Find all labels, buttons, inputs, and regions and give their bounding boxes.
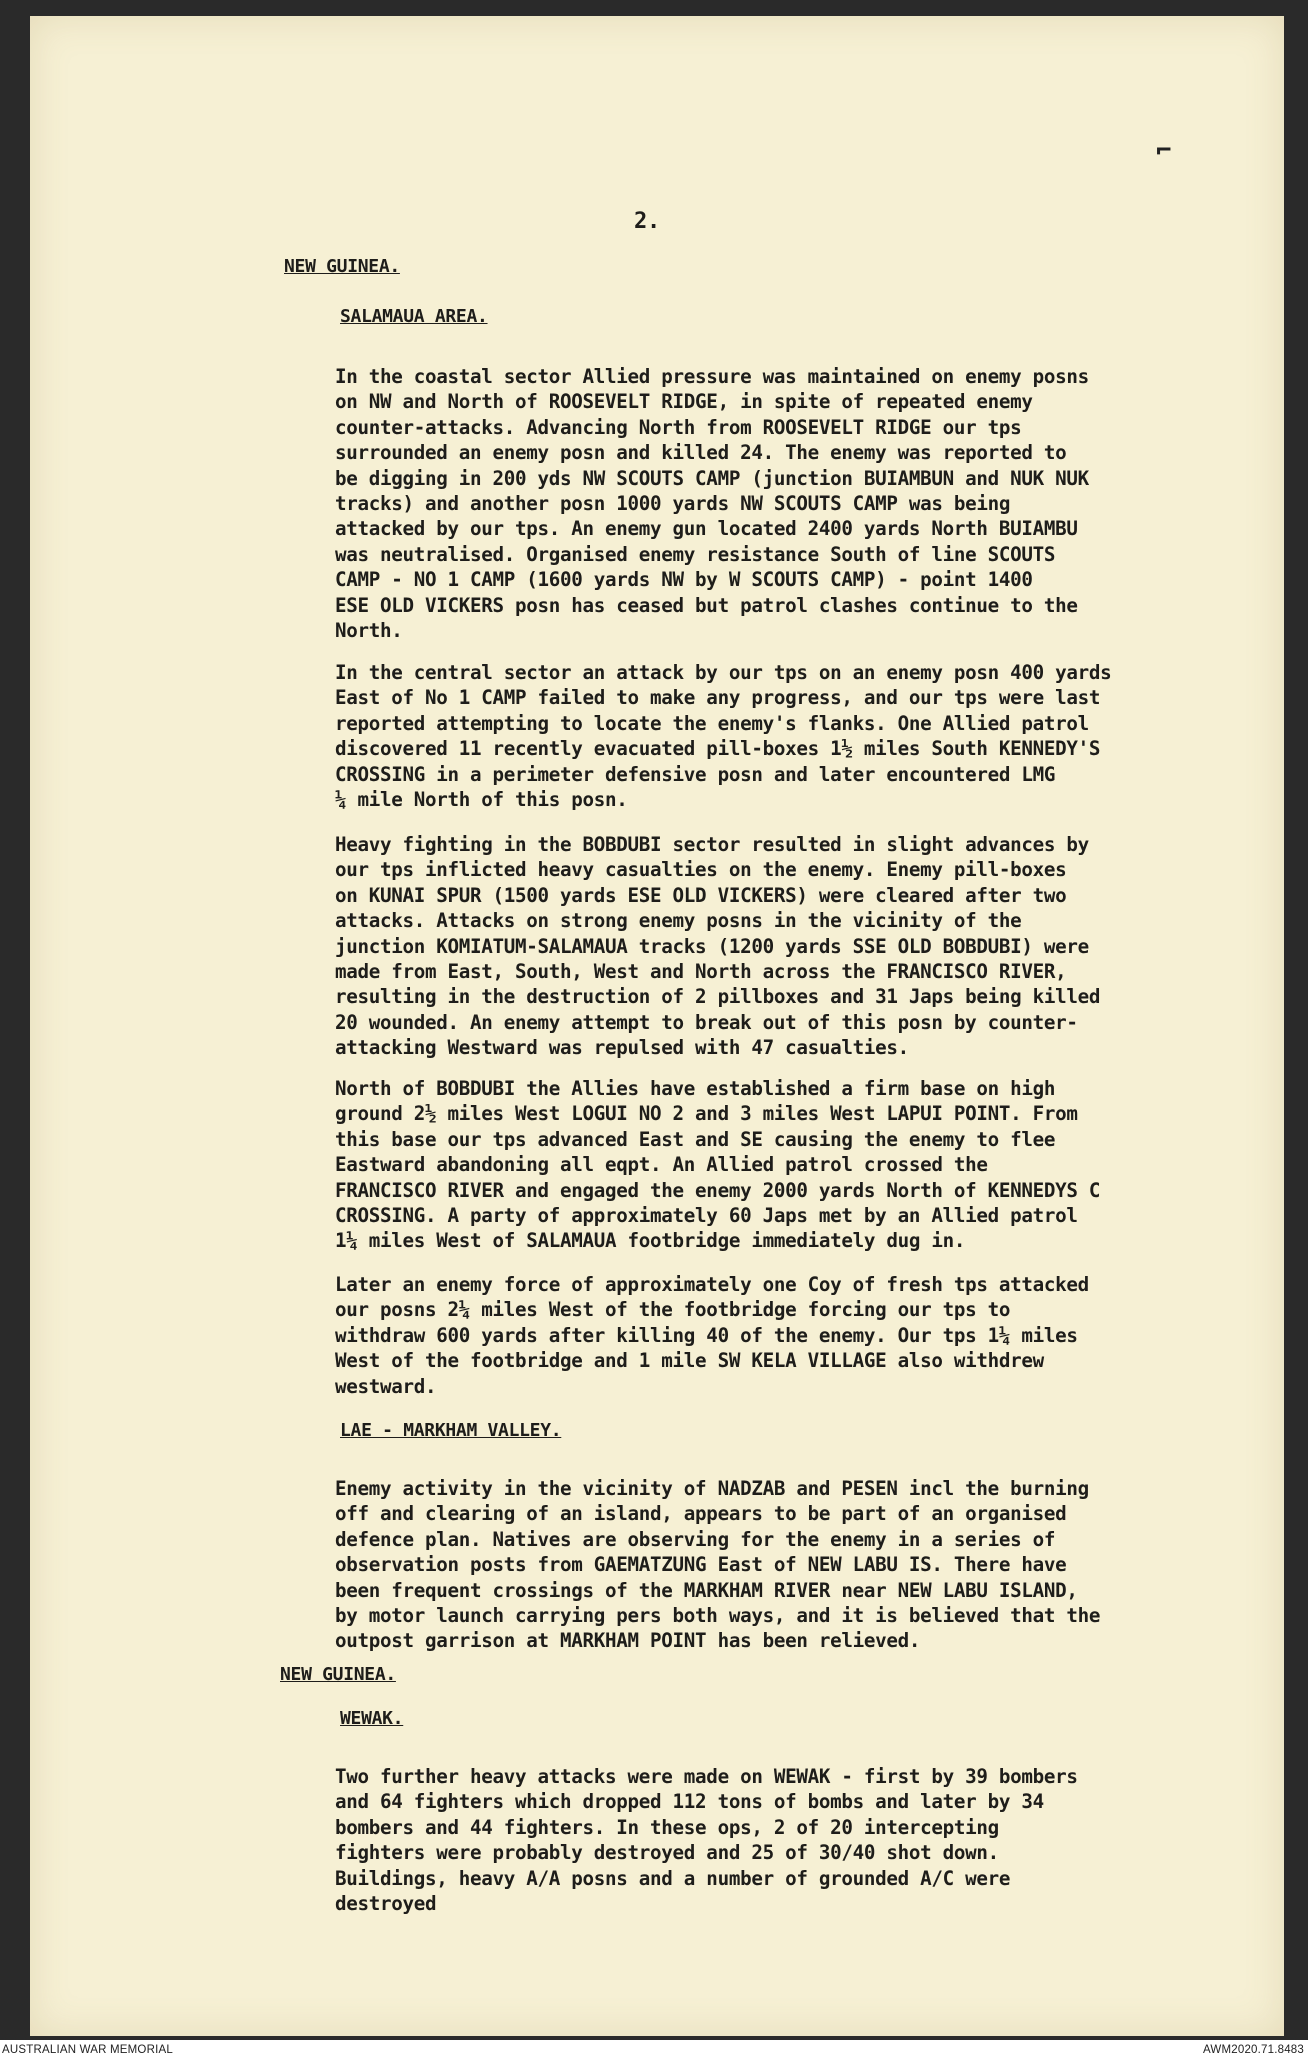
- paragraph-central-sector: In the central sector an attack by our tps on an enemy posn 400 yards East of No 1 CAMP failed to make any progress, and our tps were last reported attempting to locate the enemy's flanks. One Allied patrol discovered 11 recently evacuated pill-boxes 1½ miles South KENNEDY'S CROSSING in a perimeter defensive posn and later encountered LMG ¼ mile North of this posn.: [335, 661, 1112, 812]
- heading-new-guinea: NEW GUINEA.: [284, 256, 400, 277]
- paragraph-coastal-sector: In the coastal sector Allied pressure was maintained on enemy posns on NW and North of ROOSEVELT RIDGE, in spite of repeated enemy counter-attacks. Advancing North from ROOSEVELT RIDGE our tps surrounded an enemy posn and killed 24. The enemy was reported to be digging in 200 yds NW SCOUTS CAMP (junction BUIAMBUN and NUK NUK tracks) and another posn 1000 yards NW SCOUTS CAMP was being attacked by our tps. An enemy gun located 2400 yards North BUIAMBU was neutralised. Organised enemy resistance South of line SCOUTS CAMP - NO 1 CAMP (1600 yards NW by W SCOUTS CAMP) - point 1400 ESE OLD VICKERS posn has ceased but patrol clashes continue to the North.: [335, 365, 1089, 643]
- corner-mark: ⌐: [1156, 136, 1172, 166]
- paragraph-enemy-force-attack: Later an enemy force of approximately one Coy of fresh tps attacked our posns 2¼ miles West of the footbridge forcing our tps to withdraw 600 yards after killing 40 of the enemy. Our tps 1¼ miles West of the footbridge and 1 mile SW KELA VILLAGE also withdrew westward.: [335, 1273, 1089, 1398]
- heading-new-guinea-2: NEW GUINEA.: [280, 1664, 396, 1685]
- page-number: 2.: [634, 209, 660, 234]
- paragraph-nadzab-activity: Enemy activity in the vicinity of NADZAB and PESEN incl the burning off and clearing of an island, appears to be part of an organised defence plan. Natives are observing for the enemy in a series of observation posts from GAEMATZUNG East of NEW LABU IS. There have been frequent crossings of the MARKHAM RIVER near NEW LABU ISLAND, by motor launch carrying pers both ways, and it is believed that the outpost garrison at MARKHAM POINT has been relieved.: [335, 1477, 1101, 1653]
- paragraph-bobdubi-sector: Heavy fighting in the BOBDUBI sector resulted in slight advances by our tps inflicted heavy casualties on the enemy. Enemy pill-boxes on KUNAI SPUR (1500 yards ESE OLD VICKERS) were cleared after two attacks. Attacks on strong enemy posns in the vicinity of the junction KOMIATUM-SALAMAUA tracks (1200 yards SSE OLD BOBDUBI) were made from East, South, West and North across the FRANCISCO RIVER, resulting in the destruction of 2 pillboxes and 31 Japs being killed 20 wounded. An enemy attempt to break out of this posn by counter- attacking Westward was repulsed with 47 casualties.: [335, 833, 1101, 1060]
- heading-wewak: WEWAK.: [340, 1708, 404, 1729]
- heading-lae-markham-valley: LAE - MARKHAM VALLEY.: [340, 1420, 562, 1441]
- paragraph-wewak-attacks: Two further heavy attacks were made on WEWAK - first by 39 bombers and 64 fighters which dropped 112 tons of bombs and later by 34 bombers and 44 fighters. In these ops, 2 of 20 intercepting fighters were probably destroyed and 25 of 30/40 shot down. Buildings, heavy A/A posns and a number of grounded A/C were destroyed: [335, 1765, 1078, 1916]
- footer-institution: AUSTRALIAN WAR MEMORIAL: [2, 2044, 173, 2056]
- heading-salamaua-area: SALAMAUA AREA.: [340, 306, 488, 327]
- document-content: [30, 16, 1284, 2036]
- footer-accession-number: AWM2020.71.8483: [1202, 2044, 1304, 2056]
- paragraph-north-of-bobdubi: North of BOBDUBI the Allies have established a firm base on high ground 2½ miles West LOGUI NO 2 and 3 miles West LAPUI POINT. From this base our tps advanced East and SE causing the enemy to flee Eastward abandoning all eqpt. An Allied patrol crossed the FRANCISCO RIVER and engaged the enemy 2000 yards North of KENNEDYS C CROSSING. A party of approximately 60 Japs met by an Allied patrol 1¼ miles West of SALAMAUA footbridge immediately dug in.: [335, 1077, 1101, 1253]
- document-page: [30, 16, 1284, 2036]
